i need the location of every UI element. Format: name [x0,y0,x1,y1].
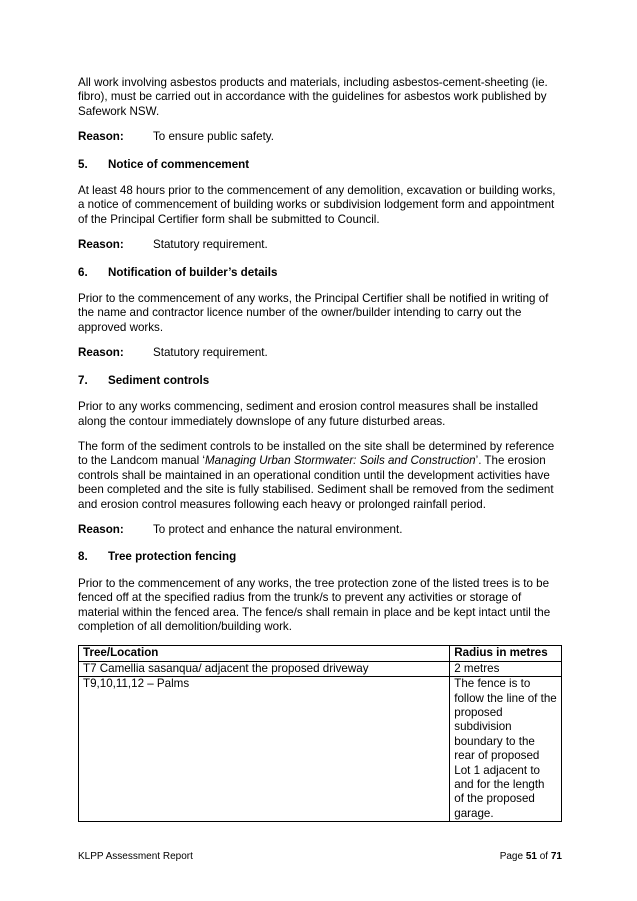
reason-line [78,238,562,252]
section-heading [78,374,562,388]
section-heading [78,266,562,280]
table-row [79,677,562,822]
paragraph-text: ’. The erosion controls shall be maintained in an operational condition until the development activities have been completed and the site is fully stabilised. Sediment shall be removed from the sediment and erosion control measures following each heavy or prolonged rainfall period. [78,454,554,511]
reason-label: Reason: [78,130,124,144]
reason-line [78,346,562,360]
reason-label: Reason: [78,346,124,360]
paragraph-text: The form of the sediment controls to be installed on the site shall be determined by reference to the Landcom manual ‘ [78,439,555,468]
manual-title: Managing Urban Stormwater: Soils and Construction [204,454,476,468]
column-header: Tree/Location [79,646,450,661]
section-paragraph: Prior to the commencement of any works, the tree protection zone of the listed trees is to be fenced off at the specified radius from the trunk/s to prevent any activities or storage of material within the fenced area. The fence/s shall remain in place and be kept intact until the completion of all demolition/building work. [78,576,551,633]
table-cell: The fence is to follow the line of the proposed subdivision boundary to the rear of proposed Lot 1 adjacent to and for the length of the proposed garage. [450,677,562,822]
reason-label: Reason: [78,238,124,252]
reason-text: Statutory requirement. [153,238,268,252]
document-body [78,76,562,822]
section-paragraph: At least 48 hours prior to the commencement of any demolition, excavation or building works, a notice of commencement of building works or subdivision lodgement form and appointment of the Principal Certifier form shall be submitted to Council. [78,184,556,226]
section-heading [78,158,562,172]
section-number: 7. [78,373,88,387]
section-heading [78,550,562,564]
section-title: Notification of builder’s details [108,265,278,279]
page-of: of [536,851,551,862]
reason-label: Reason: [78,522,124,536]
sediment-form-paragraph [78,440,562,512]
reason-line [78,130,562,144]
section-number: 6. [78,265,88,279]
column-header: Radius in metres [450,646,562,661]
reason-text: To protect and enhance the natural environment. [153,522,403,536]
asbestos-paragraph: All work involving asbestos products and materials, including asbestos-cement-sheeting (ie. fibro), must be carried out in accordance with the guidelines for asbestos work published by Safework NSW. [78,76,548,118]
table-cell: T7 Camellia sasanqua/ adjacent the proposed driveway [79,661,450,676]
tree-protection-table [78,645,562,822]
table-row [79,661,562,676]
report-name: KLPP Assessment Report [78,851,193,862]
reason-line [78,523,562,537]
reason-text: To ensure public safety. [153,130,274,144]
table-cell: 2 metres [450,661,562,676]
section-title: Notice of commencement [108,157,250,171]
page-footer [78,851,562,862]
page-number [500,851,562,862]
reason-text: Statutory requirement. [153,346,268,360]
page-prefix: Page [499,851,526,862]
total-pages: 71 [550,851,562,862]
section-title: Tree protection fencing [108,550,237,564]
table-header-row [79,646,562,661]
section-number: 5. [78,157,88,171]
section-paragraph: Prior to the commencement of any works, the Principal Certifier shall be notified in writing of the name and contractor licence number of the owner/builder intending to carry out the approved works. [78,292,549,334]
section-title: Sediment controls [108,373,210,387]
section-paragraph: Prior to any works commencing, sediment and erosion control measures shall be installed along the contour immediately downslope of any future disturbed areas. [78,400,539,428]
table-cell: T9,10,11,12 – Palms [79,677,450,822]
section-number: 8. [78,550,88,564]
current-page: 51 [525,851,537,862]
